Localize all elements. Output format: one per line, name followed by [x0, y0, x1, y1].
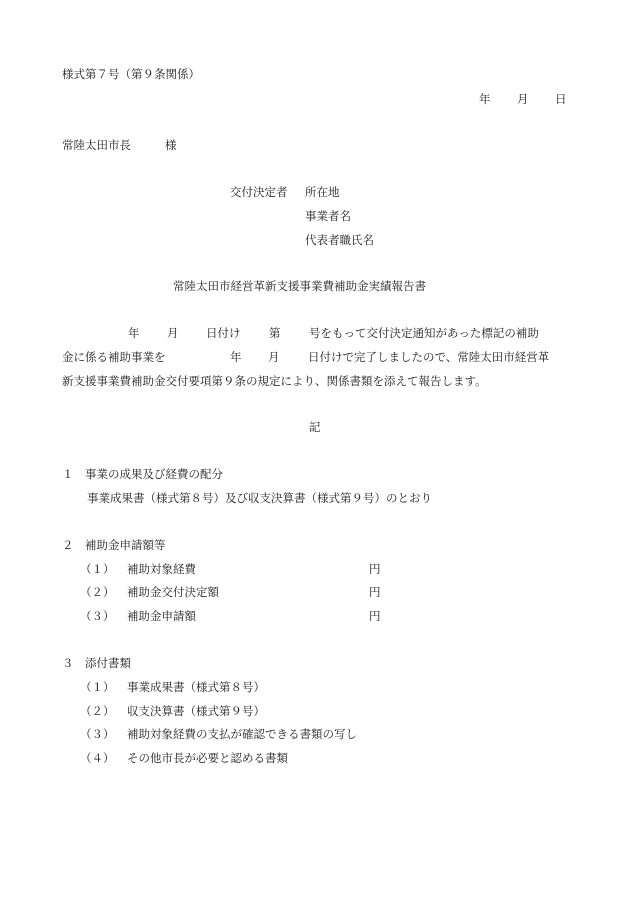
- body-line1-rest: 号をもって交付決定通知があった標記の補助: [309, 326, 539, 340]
- form-label: 様式第７号（第９条関係）: [62, 67, 200, 81]
- section2-item-unit: 円: [369, 562, 381, 576]
- section3-item-label: 事業成果書（様式第８号）: [127, 680, 265, 694]
- applicant-business-name: 事業者名: [305, 209, 351, 223]
- section3-item-label: 補助対象経費の支払が確認できる書類の写し: [127, 727, 357, 741]
- section2-item-num: （２）: [80, 585, 115, 599]
- section2-item-label: 補助金交付決定額: [127, 585, 219, 599]
- section3-item-label: その他市長が必要と認める書類: [127, 751, 288, 765]
- section2-item-unit: 円: [369, 609, 381, 623]
- section2-item-num: （３）: [80, 609, 115, 623]
- section2-item-unit: 円: [369, 585, 381, 599]
- addressee-honorific: 様: [165, 138, 177, 152]
- applicant-role: 交付決定者: [230, 185, 288, 199]
- section3-item-num: （２）: [80, 704, 115, 718]
- date-month: 月: [517, 92, 529, 106]
- ki-label: 記: [309, 420, 321, 434]
- applicant-representative: 代表者職氏名: [305, 233, 374, 247]
- section2-item-label: 補助対象経費: [127, 562, 196, 576]
- section1-text: 事業成果書（様式第８号）及び収支決算書（様式第９号）のとおり: [87, 491, 432, 505]
- section1-heading: １ 事業の成果及び経費の配分: [62, 467, 223, 481]
- body-line2-rest: 日付けで完了しましたので、常陸太田市経営革: [308, 350, 550, 364]
- date-day: 日: [555, 92, 567, 106]
- section3-item-label: 収支決算書（様式第９号）: [127, 704, 265, 718]
- body-line1-dated: 日付け: [206, 326, 241, 340]
- section2-item-num: （１）: [80, 562, 115, 576]
- body-line3: 新支援事業費補助金交付要項第９条の規定により、関係書類を添えて報告します。: [62, 374, 487, 388]
- body-line2-year: 年: [230, 350, 242, 364]
- section3-item-num: （４）: [80, 751, 115, 765]
- body-line2-month: 月: [268, 350, 280, 364]
- section3-item-num: （１）: [80, 680, 115, 694]
- body-line1-year: 年: [128, 326, 140, 340]
- applicant-address: 所在地: [305, 185, 340, 199]
- section2-heading: ２ 補助金申請額等: [62, 538, 166, 552]
- section3-item-num: （３）: [80, 727, 115, 741]
- body-line1-no-prefix: 第: [269, 326, 281, 340]
- date-year: 年: [479, 92, 491, 106]
- section3-heading: ３ 添付書類: [62, 656, 131, 670]
- section2-item-label: 補助金申請額: [127, 609, 196, 623]
- addressee-title: 常陸太田市長: [62, 138, 131, 152]
- body-line2-head: 金に係る補助事業を: [62, 350, 166, 364]
- body-line1-month: 月: [167, 326, 179, 340]
- document-title: 常陸太田市経営革新支援事業費補助金実績報告書: [173, 279, 426, 293]
